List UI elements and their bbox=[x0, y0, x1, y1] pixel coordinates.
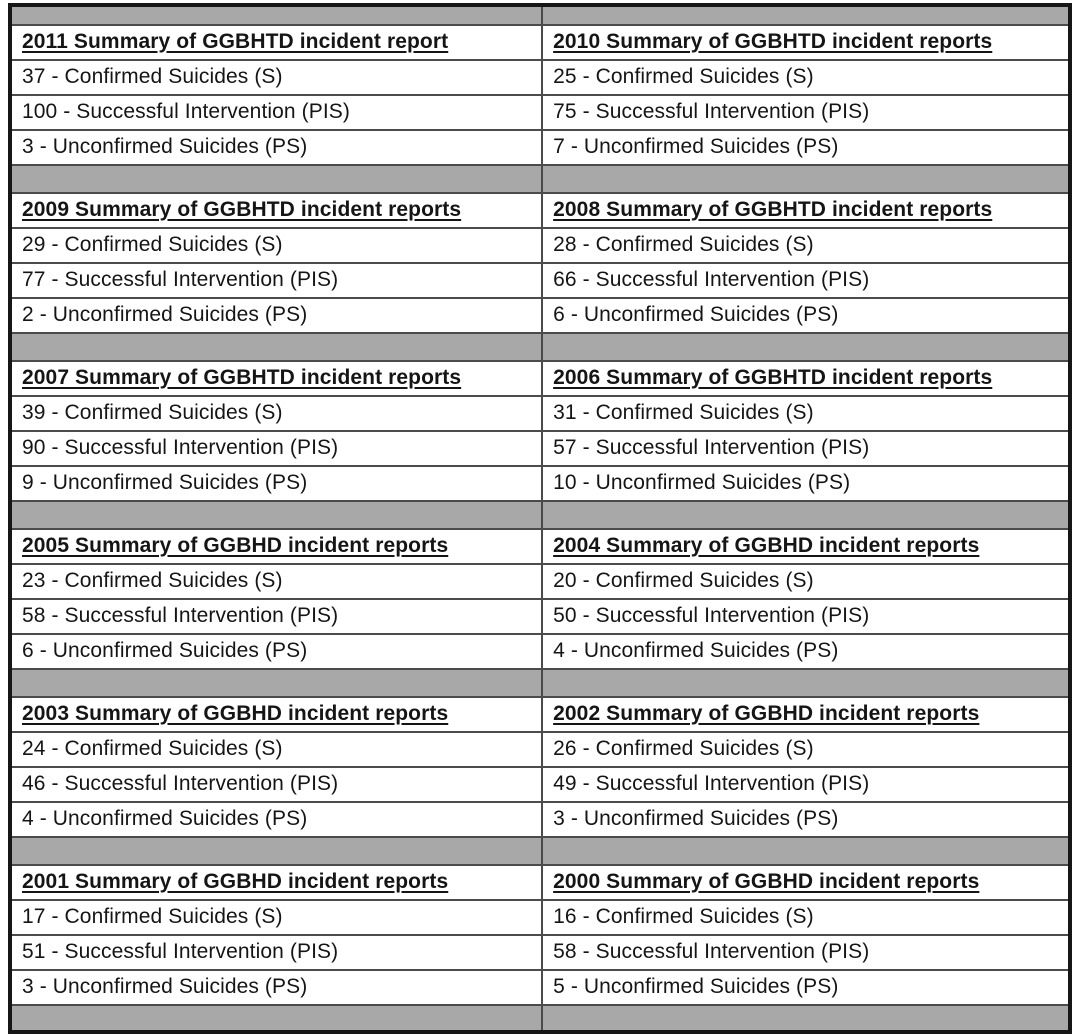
summary-heading-text: 2005 Summary of GGBHD incident reports bbox=[22, 533, 449, 557]
separator-cell bbox=[10, 669, 542, 697]
stat-cell: 26 - Confirmed Suicides (S) bbox=[542, 732, 1070, 767]
block-heading-row bbox=[10, 697, 1070, 732]
stat-cell: 25 - Confirmed Suicides (S) bbox=[542, 60, 1070, 95]
stat-cell: 31 - Confirmed Suicides (S) bbox=[542, 396, 1070, 431]
stat-row bbox=[10, 935, 1070, 970]
separator-row bbox=[10, 333, 1070, 361]
summary-heading-text: 2009 Summary of GGBHTD incident reports bbox=[22, 197, 462, 221]
stat-cell: 58 - Successful Intervention (PIS) bbox=[10, 599, 542, 634]
stat-cell: 24 - Confirmed Suicides (S) bbox=[10, 732, 542, 767]
summary-heading-text: 2007 Summary of GGBHTD incident reports bbox=[22, 365, 462, 389]
summary-heading bbox=[10, 361, 542, 396]
summary-heading bbox=[542, 193, 1070, 228]
stat-row bbox=[10, 60, 1070, 95]
separator-row bbox=[10, 5, 1070, 25]
incident-report-table bbox=[8, 3, 1072, 1034]
stat-cell: 20 - Confirmed Suicides (S) bbox=[542, 564, 1070, 599]
block-heading-row bbox=[10, 25, 1070, 60]
summary-heading bbox=[542, 865, 1070, 900]
stat-cell: 77 - Successful Intervention (PIS) bbox=[10, 263, 542, 298]
separator-cell bbox=[542, 165, 1070, 193]
stat-cell: 46 - Successful Intervention (PIS) bbox=[10, 767, 542, 802]
summary-heading-text: 2000 Summary of GGBHD incident reports bbox=[553, 869, 980, 893]
separator-row bbox=[10, 837, 1070, 865]
stat-cell: 9 - Unconfirmed Suicides (PS) bbox=[10, 466, 542, 501]
stat-row bbox=[10, 564, 1070, 599]
separator-cell bbox=[10, 5, 542, 25]
separator-cell bbox=[10, 165, 542, 193]
summary-heading-text: 2001 Summary of GGBHD incident reports bbox=[22, 869, 449, 893]
stat-cell: 58 - Successful Intervention (PIS) bbox=[542, 935, 1070, 970]
stat-cell: 4 - Unconfirmed Suicides (PS) bbox=[542, 634, 1070, 669]
separator-cell bbox=[542, 837, 1070, 865]
stat-cell: 16 - Confirmed Suicides (S) bbox=[542, 900, 1070, 935]
stat-cell: 75 - Successful Intervention (PIS) bbox=[542, 95, 1070, 130]
stat-cell: 57 - Successful Intervention (PIS) bbox=[542, 431, 1070, 466]
stat-row bbox=[10, 396, 1070, 431]
summary-heading-text: 2006 Summary of GGBHTD incident reports bbox=[553, 365, 993, 389]
block-heading-row bbox=[10, 865, 1070, 900]
stat-cell: 23 - Confirmed Suicides (S) bbox=[10, 564, 542, 599]
stat-row bbox=[10, 130, 1070, 165]
stat-cell: 37 - Confirmed Suicides (S) bbox=[10, 60, 542, 95]
stat-cell: 49 - Successful Intervention (PIS) bbox=[542, 767, 1070, 802]
separator-row bbox=[10, 669, 1070, 697]
stat-cell: 29 - Confirmed Suicides (S) bbox=[10, 228, 542, 263]
separator-cell bbox=[10, 501, 542, 529]
stat-cell: 100 - Successful Intervention (PIS) bbox=[10, 95, 542, 130]
separator-cell bbox=[542, 669, 1070, 697]
separator-cell bbox=[542, 501, 1070, 529]
summary-heading-text: 2004 Summary of GGBHD incident reports bbox=[553, 533, 980, 557]
stat-cell: 51 - Successful Intervention (PIS) bbox=[10, 935, 542, 970]
summary-heading bbox=[10, 193, 542, 228]
summary-heading bbox=[542, 697, 1070, 732]
block-heading-row bbox=[10, 193, 1070, 228]
stat-row bbox=[10, 431, 1070, 466]
separator-row bbox=[10, 501, 1070, 529]
block-heading-row bbox=[10, 361, 1070, 396]
stat-cell: 2 - Unconfirmed Suicides (PS) bbox=[10, 298, 542, 333]
separator-row bbox=[10, 165, 1070, 193]
block-heading-row bbox=[10, 529, 1070, 564]
stat-cell: 4 - Unconfirmed Suicides (PS) bbox=[10, 802, 542, 837]
summary-heading bbox=[10, 25, 542, 60]
stat-row bbox=[10, 298, 1070, 333]
summary-heading bbox=[542, 529, 1070, 564]
summary-heading-text: 2010 Summary of GGBHTD incident reports bbox=[553, 29, 993, 53]
stat-cell: 90 - Successful Intervention (PIS) bbox=[10, 431, 542, 466]
stat-row bbox=[10, 599, 1070, 634]
summary-heading-text: 2008 Summary of GGBHTD incident reports bbox=[553, 197, 993, 221]
stat-cell: 3 - Unconfirmed Suicides (PS) bbox=[10, 130, 542, 165]
stat-row bbox=[10, 228, 1070, 263]
stat-row bbox=[10, 767, 1070, 802]
summary-heading bbox=[10, 865, 542, 900]
summary-heading bbox=[10, 697, 542, 732]
separator-cell bbox=[542, 1005, 1070, 1032]
stat-row bbox=[10, 802, 1070, 837]
separator-cell bbox=[10, 1005, 542, 1032]
summary-heading-text: 2011 Summary of GGBHTD incident report bbox=[22, 29, 449, 53]
separator-cell bbox=[10, 333, 542, 361]
separator-cell bbox=[542, 333, 1070, 361]
summary-heading bbox=[542, 361, 1070, 396]
stat-cell: 6 - Unconfirmed Suicides (PS) bbox=[10, 634, 542, 669]
stat-cell: 7 - Unconfirmed Suicides (PS) bbox=[542, 130, 1070, 165]
stat-cell: 39 - Confirmed Suicides (S) bbox=[10, 396, 542, 431]
separator-row bbox=[10, 1005, 1070, 1032]
stat-row bbox=[10, 466, 1070, 501]
stat-cell: 10 - Unconfirmed Suicides (PS) bbox=[542, 466, 1070, 501]
stat-row bbox=[10, 900, 1070, 935]
stat-cell: 3 - Unconfirmed Suicides (PS) bbox=[10, 970, 542, 1005]
summary-heading-text: 2002 Summary of GGBHD incident reports bbox=[553, 701, 980, 725]
summary-heading bbox=[10, 529, 542, 564]
separator-cell bbox=[10, 837, 542, 865]
separator-cell bbox=[542, 5, 1070, 25]
stat-cell: 3 - Unconfirmed Suicides (PS) bbox=[542, 802, 1070, 837]
stat-row bbox=[10, 634, 1070, 669]
stat-cell: 17 - Confirmed Suicides (S) bbox=[10, 900, 542, 935]
stat-row bbox=[10, 263, 1070, 298]
stat-cell: 50 - Successful Intervention (PIS) bbox=[542, 599, 1070, 634]
stat-cell: 6 - Unconfirmed Suicides (PS) bbox=[542, 298, 1070, 333]
summary-heading bbox=[542, 25, 1070, 60]
stat-cell: 28 - Confirmed Suicides (S) bbox=[542, 228, 1070, 263]
summary-heading-text: 2003 Summary of GGBHD incident reports bbox=[22, 701, 449, 725]
stat-row bbox=[10, 732, 1070, 767]
stat-row bbox=[10, 970, 1070, 1005]
stat-cell: 66 - Successful Intervention (PIS) bbox=[542, 263, 1070, 298]
stat-cell: 5 - Unconfirmed Suicides (PS) bbox=[542, 970, 1070, 1005]
stat-row bbox=[10, 95, 1070, 130]
